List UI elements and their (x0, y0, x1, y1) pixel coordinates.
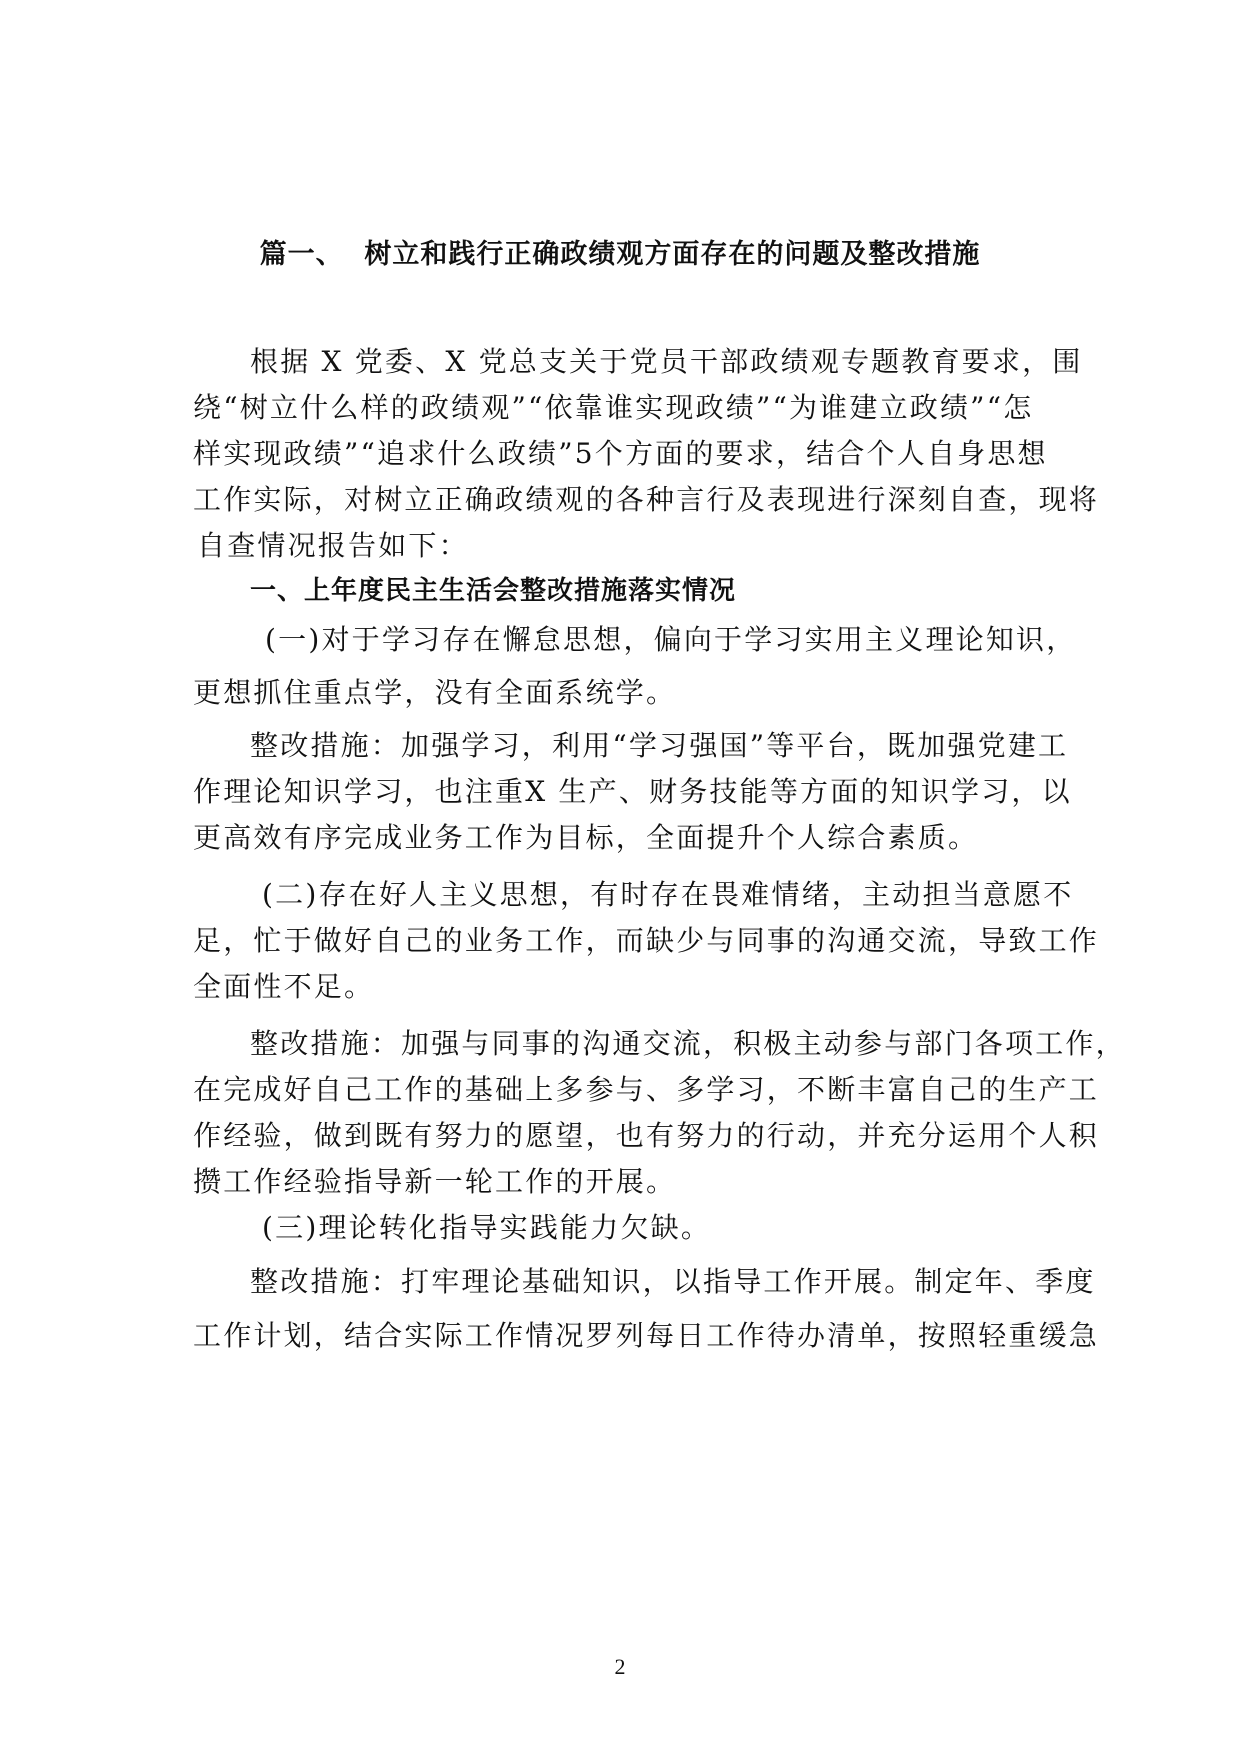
problem-line: (一)对于学习存在懈怠思想，偏向于学习实用主义理论知识， (265, 623, 1077, 656)
intro-line: 样实现政绩”“追求什么政绩”5个方面的要求，结合个人自身思想 (193, 437, 1048, 470)
problem-line: 足，忙于做好自己的业务工作，而缺少与同事的沟通交流，导致工作 (193, 924, 1100, 957)
intro-line: 绕“树立什么样的政绩观”“依靠谁实现政绩”“为谁建立政绩”“怎 (193, 391, 1034, 424)
measure-line: 工作计划，结合实际工作情况罗列每日工作待办清单，按照轻重缓急 (193, 1319, 1100, 1352)
problem-line: 更想抓住重点学，没有全面系统学。 (193, 676, 677, 709)
page-number: 2 (614, 1654, 626, 1679)
measure-line: 整改措施：加强与同事的沟通交流，积极主动参与部门各项工作， (250, 1027, 1126, 1060)
problem-line: (二)存在好人主义思想，有时存在畏难情绪，主动担当意愿不 (262, 878, 1074, 911)
problem-line: (三)理论转化指导实践能力欠缺。 (262, 1211, 712, 1244)
intro-line: 工作实际，对树立正确政绩观的各种言行及表现进行深刻自查，现将 (193, 483, 1100, 516)
measure-line: 整改措施：打牢理论基础知识，以指导工作开展。制定年、季度 (250, 1265, 1096, 1298)
measure-line: 整改措施：加强学习，利用“学习强国”等平台，既加强党建工 (250, 729, 1069, 762)
section-heading: 一、上年度民主生活会整改措施落实情况 (250, 576, 737, 606)
intro-line: 自查情况报告如下： (197, 529, 469, 562)
document-title: 篇一、 树立和践行正确政绩观方面存在的问题及整改措施 (259, 239, 981, 270)
problem-line: 全面性不足。 (193, 970, 375, 1003)
measure-line: 攒工作经验指导新一轮工作的开展。 (193, 1165, 677, 1198)
measure-line: 作理论知识学习，也注重X 生产、财务技能等方面的知识学习，以 (193, 775, 1072, 808)
measure-line: 作经验，做到既有努力的愿望，也有努力的行动，并充分运用个人积 (193, 1119, 1100, 1152)
measure-line: 在完成好自己工作的基础上多参与、多学习，不断丰富自己的生产工 (193, 1073, 1100, 1106)
intro-line: 根据 X 党委、X 党总支关于党员干部政绩观专题教育要求，围 (250, 345, 1083, 378)
measure-line: 更高效有序完成业务工作为目标，全面提升个人综合素质。 (193, 821, 979, 854)
